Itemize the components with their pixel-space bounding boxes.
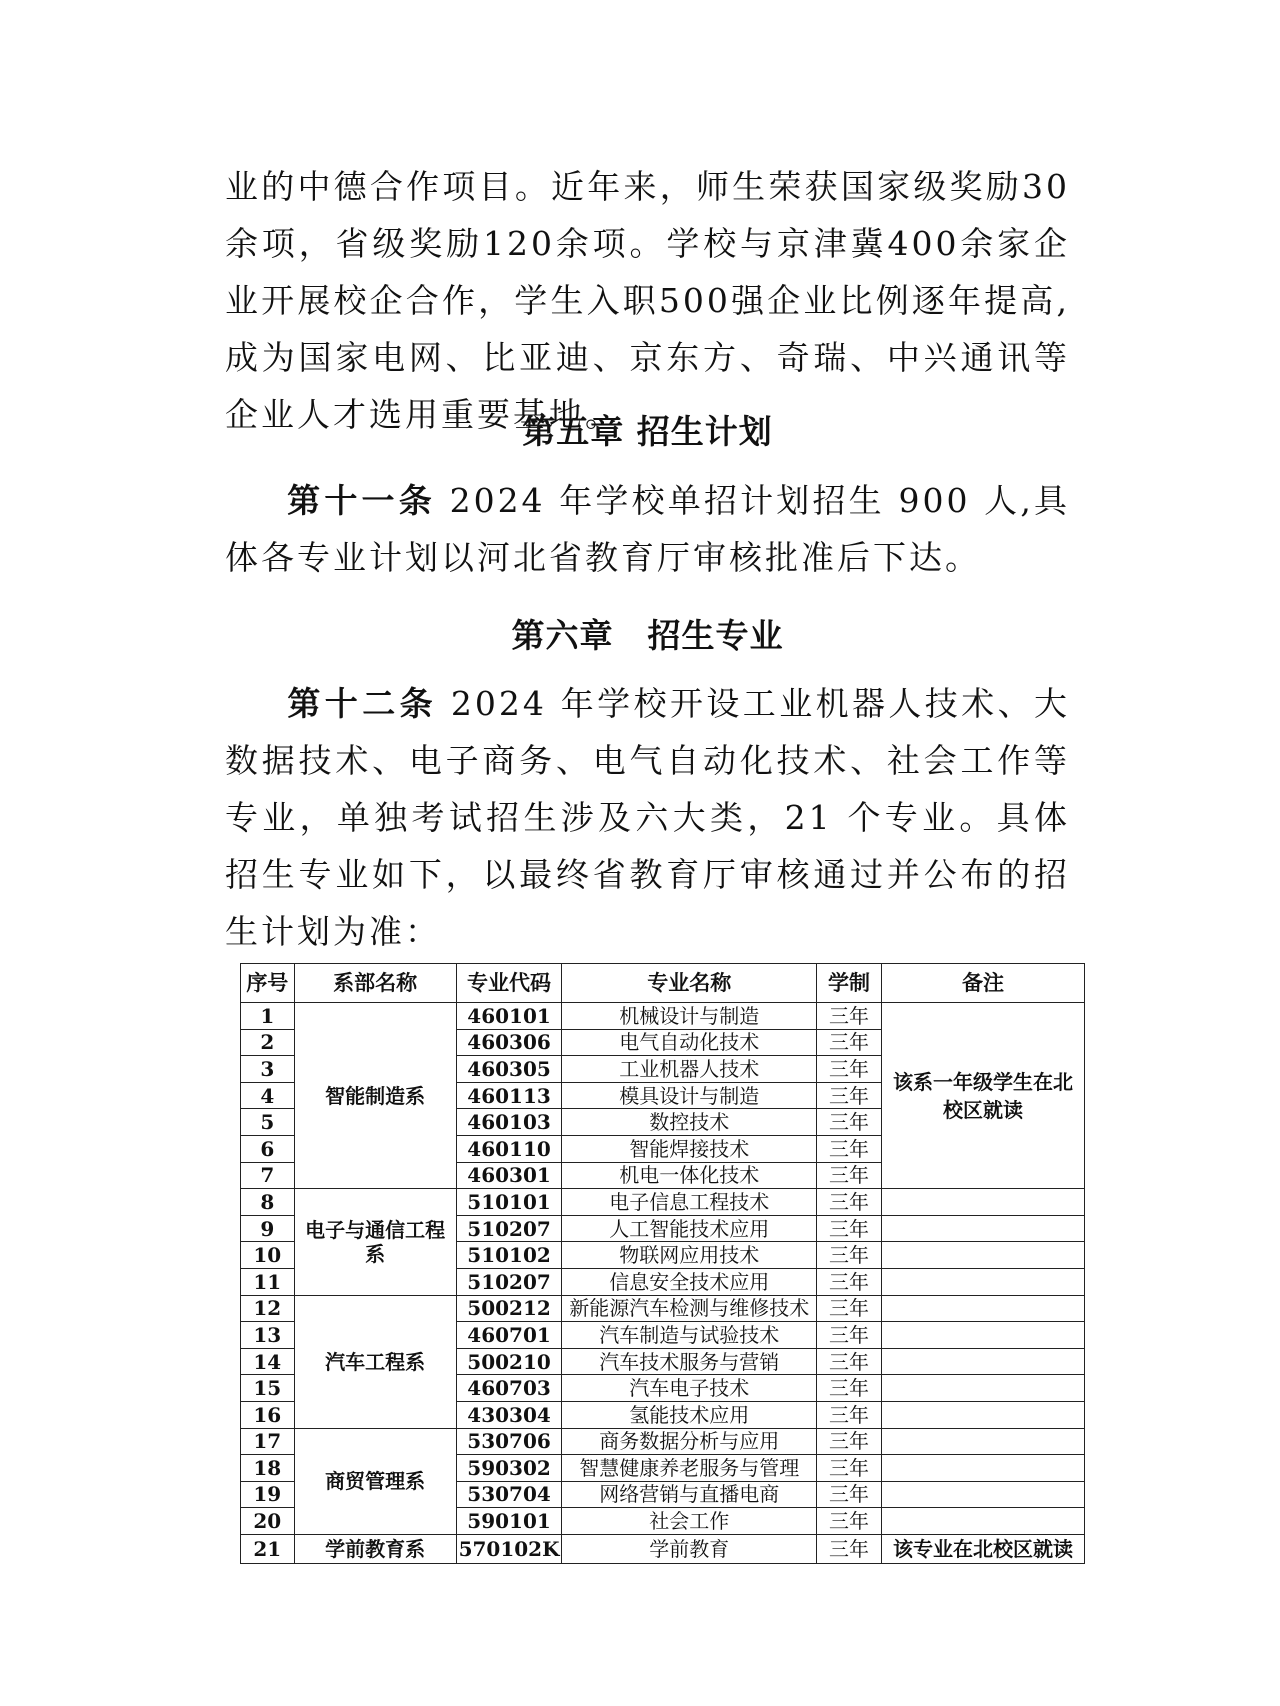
duration: 三年 bbox=[816, 1375, 881, 1402]
row-no: 7 bbox=[241, 1162, 295, 1189]
duration: 三年 bbox=[816, 1481, 881, 1508]
note-cell: 该系一年级学生在北校区就读 bbox=[881, 1003, 1084, 1189]
chapter6-title: 第六章 招生专业 bbox=[511, 616, 784, 655]
major-name: 信息安全技术应用 bbox=[562, 1268, 816, 1295]
note-cell bbox=[881, 1428, 1084, 1455]
major-name: 模具设计与制造 bbox=[562, 1082, 816, 1109]
intro-paragraph bbox=[225, 158, 1070, 443]
major-name: 社会工作 bbox=[562, 1508, 816, 1535]
note-cell bbox=[881, 1348, 1084, 1375]
major-code: 590101 bbox=[456, 1508, 562, 1535]
major-name: 汽车制造与试验技术 bbox=[562, 1322, 816, 1349]
department-cell: 电子与通信工程系 bbox=[294, 1189, 456, 1295]
row-no: 11 bbox=[241, 1268, 295, 1295]
header-duration: 学制 bbox=[816, 964, 881, 1003]
row-no: 3 bbox=[241, 1056, 295, 1083]
note-cell bbox=[881, 1322, 1084, 1349]
article-11-number: 第十一条 bbox=[287, 481, 436, 520]
note-cell bbox=[881, 1242, 1084, 1269]
note-cell bbox=[881, 1375, 1084, 1402]
row-no: 10 bbox=[241, 1242, 295, 1269]
department-cell: 智能制造系 bbox=[294, 1003, 456, 1189]
table-row bbox=[241, 1295, 1085, 1322]
duration: 三年 bbox=[816, 1455, 881, 1482]
header-no: 序号 bbox=[241, 964, 295, 1003]
major-name: 智能焊接技术 bbox=[562, 1135, 816, 1162]
major-name: 汽车技术服务与营销 bbox=[562, 1348, 816, 1375]
row-no: 8 bbox=[241, 1189, 295, 1216]
article-12-number: 第十二条 bbox=[287, 684, 438, 723]
table-row bbox=[241, 1189, 1085, 1216]
header-major: 专业名称 bbox=[562, 964, 816, 1003]
article-11 bbox=[225, 472, 1070, 586]
major-name: 氢能技术应用 bbox=[562, 1401, 816, 1428]
duration: 三年 bbox=[816, 1029, 881, 1056]
row-no: 5 bbox=[241, 1109, 295, 1136]
major-name: 机械设计与制造 bbox=[562, 1003, 816, 1030]
major-name: 物联网应用技术 bbox=[562, 1242, 816, 1269]
major-code: 500210 bbox=[456, 1348, 562, 1375]
major-code: 460701 bbox=[456, 1322, 562, 1349]
duration: 三年 bbox=[816, 1401, 881, 1428]
duration: 三年 bbox=[816, 1268, 881, 1295]
row-no: 21 bbox=[241, 1534, 295, 1563]
article-12-text: 2024 年学校开设工业机器人技术、大数据技术、电子商务、电气自动化技术、社会工作等专业，单独考试招生涉及六大类，21 个专业。具体招生专业如下，以最终省教育厅审核通过并公布的招生计划为准： bbox=[225, 684, 1071, 951]
note-cell bbox=[881, 1455, 1084, 1482]
major-code: 460101 bbox=[456, 1003, 562, 1030]
major-code: 460110 bbox=[456, 1135, 562, 1162]
major-code: 460103 bbox=[456, 1109, 562, 1136]
duration: 三年 bbox=[816, 1189, 881, 1216]
table-row bbox=[241, 1534, 1085, 1563]
duration: 三年 bbox=[816, 1322, 881, 1349]
note-cell bbox=[881, 1508, 1084, 1535]
row-no: 19 bbox=[241, 1481, 295, 1508]
duration: 三年 bbox=[816, 1242, 881, 1269]
duration: 三年 bbox=[816, 1082, 881, 1109]
major-code: 460113 bbox=[456, 1082, 562, 1109]
major-name: 学前教育 bbox=[562, 1534, 816, 1563]
duration: 三年 bbox=[816, 1534, 881, 1563]
major-code: 510207 bbox=[456, 1268, 562, 1295]
row-no: 20 bbox=[241, 1508, 295, 1535]
major-code: 530704 bbox=[456, 1481, 562, 1508]
major-name: 电子信息工程技术 bbox=[562, 1189, 816, 1216]
major-name: 网络营销与直播电商 bbox=[562, 1481, 816, 1508]
row-no: 13 bbox=[241, 1322, 295, 1349]
major-name: 工业机器人技术 bbox=[562, 1056, 816, 1083]
major-code: 510102 bbox=[456, 1242, 562, 1269]
major-code: 500212 bbox=[456, 1295, 562, 1322]
header-department: 系部名称 bbox=[294, 964, 456, 1003]
department-cell: 商贸管理系 bbox=[294, 1428, 456, 1534]
chapter5-title: 第五章 招生计划 bbox=[522, 412, 773, 451]
major-code: 460703 bbox=[456, 1375, 562, 1402]
header-code: 专业代码 bbox=[456, 964, 562, 1003]
header-note: 备注 bbox=[881, 964, 1084, 1003]
major-name: 汽车电子技术 bbox=[562, 1375, 816, 1402]
row-no: 14 bbox=[241, 1348, 295, 1375]
major-code: 530706 bbox=[456, 1428, 562, 1455]
duration: 三年 bbox=[816, 1056, 881, 1083]
duration: 三年 bbox=[816, 1295, 881, 1322]
major-code: 460301 bbox=[456, 1162, 562, 1189]
article-12 bbox=[225, 675, 1070, 960]
duration: 三年 bbox=[816, 1428, 881, 1455]
table-header-row bbox=[241, 964, 1085, 1003]
note-cell bbox=[881, 1295, 1084, 1322]
major-code: 590302 bbox=[456, 1455, 562, 1482]
major-name: 电气自动化技术 bbox=[562, 1029, 816, 1056]
row-no: 17 bbox=[241, 1428, 295, 1455]
row-no: 12 bbox=[241, 1295, 295, 1322]
note-cell bbox=[881, 1268, 1084, 1295]
row-no: 15 bbox=[241, 1375, 295, 1402]
major-code: 570102K bbox=[456, 1534, 562, 1563]
majors-table bbox=[240, 963, 1085, 1564]
row-no: 9 bbox=[241, 1215, 295, 1242]
department-cell: 汽车工程系 bbox=[294, 1295, 456, 1428]
row-no: 2 bbox=[241, 1029, 295, 1056]
duration: 三年 bbox=[816, 1348, 881, 1375]
major-code: 510101 bbox=[456, 1189, 562, 1216]
duration: 三年 bbox=[816, 1162, 881, 1189]
major-code: 460305 bbox=[456, 1056, 562, 1083]
major-name: 新能源汽车检测与维修技术 bbox=[562, 1295, 816, 1322]
major-name: 数控技术 bbox=[562, 1109, 816, 1136]
article-11-text: 2024 年学校单招计划招生 900 人,具体各专业计划以河北省教育厅审核批准后下达。 bbox=[225, 481, 1071, 577]
note-cell bbox=[881, 1189, 1084, 1216]
table-row bbox=[241, 1428, 1085, 1455]
duration: 三年 bbox=[816, 1135, 881, 1162]
row-no: 4 bbox=[241, 1082, 295, 1109]
major-name: 商务数据分析与应用 bbox=[562, 1428, 816, 1455]
row-no: 6 bbox=[241, 1135, 295, 1162]
row-no: 16 bbox=[241, 1401, 295, 1428]
major-name: 智慧健康养老服务与管理 bbox=[562, 1455, 816, 1482]
row-no: 1 bbox=[241, 1003, 295, 1030]
note-cell: 该专业在北校区就读 bbox=[881, 1534, 1084, 1563]
note-cell bbox=[881, 1481, 1084, 1508]
row-no: 18 bbox=[241, 1455, 295, 1482]
intro-text: 业的中德合作项目。近年来，师生荣获国家级奖励30余项，省级奖励120余项。学校与京津冀400余家企业开展校企合作，学生入职500强企业比例逐年提高,成为国家电网、比亚迪、京东方、奇瑞、中兴通讯等企业人才选用重要基地。 bbox=[225, 167, 1070, 434]
department-cell: 学前教育系 bbox=[294, 1534, 456, 1563]
duration: 三年 bbox=[816, 1508, 881, 1535]
major-name: 人工智能技术应用 bbox=[562, 1215, 816, 1242]
duration: 三年 bbox=[816, 1109, 881, 1136]
major-code: 460306 bbox=[456, 1029, 562, 1056]
duration: 三年 bbox=[816, 1215, 881, 1242]
major-code: 430304 bbox=[456, 1401, 562, 1428]
major-code: 510207 bbox=[456, 1215, 562, 1242]
major-name: 机电一体化技术 bbox=[562, 1162, 816, 1189]
duration: 三年 bbox=[816, 1003, 881, 1030]
note-cell bbox=[881, 1215, 1084, 1242]
table-row bbox=[241, 1003, 1085, 1030]
note-cell bbox=[881, 1401, 1084, 1428]
